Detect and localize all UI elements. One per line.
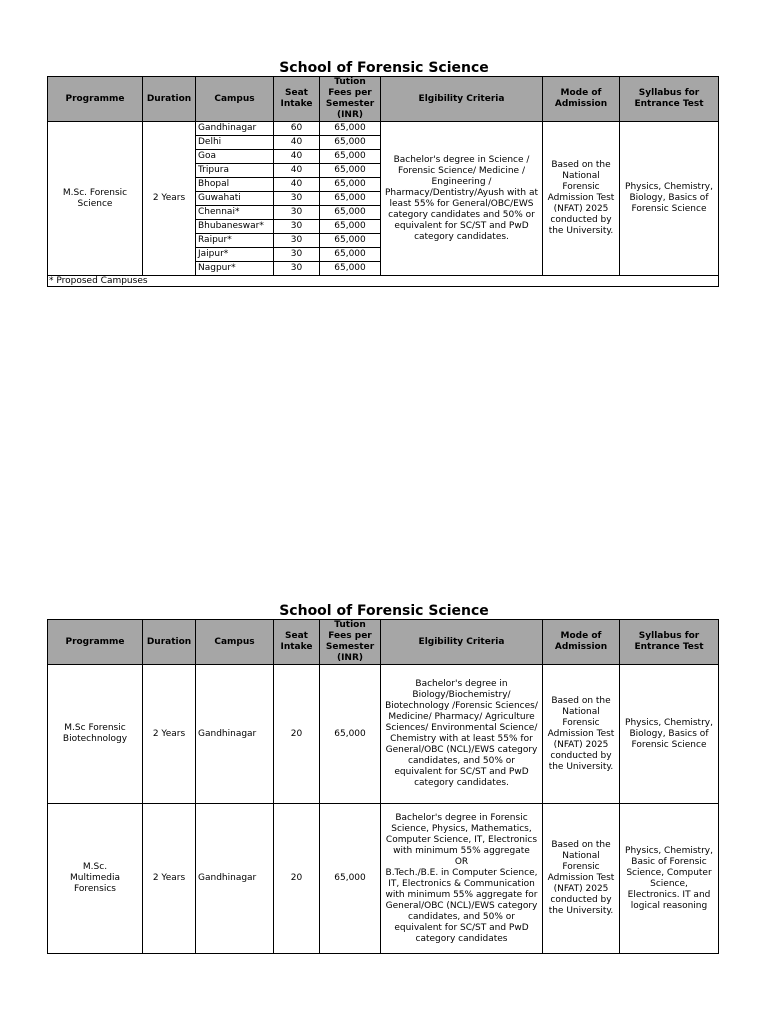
table-row (48, 804, 719, 954)
fee-cell: 65,000 (320, 206, 381, 220)
eligibility-cell (381, 804, 543, 954)
table1-title: School of Forensic Science (279, 60, 489, 76)
header-campus: Campus (196, 77, 274, 122)
header-tuition: Tution Fees per Semester (INR) (320, 77, 381, 122)
header-mode: Mode of Admission (543, 620, 620, 665)
syllabus-cell: Physics, Chemistry, Biology, Basics of Forensic Science (620, 665, 719, 804)
seat-cell: 40 (274, 150, 320, 164)
eligibility-or: OR (454, 856, 469, 867)
header-programme: Programme (48, 620, 143, 665)
seat-cell: 40 (274, 136, 320, 150)
fee-cell: 65,000 (320, 192, 381, 206)
table-row (48, 665, 719, 804)
duration-cell: 2 Years (143, 122, 196, 276)
seat-cell: 30 (274, 248, 320, 262)
duration-cell: 2 Years (143, 665, 196, 804)
fee-cell: 65,000 (320, 178, 381, 192)
header-eligibility: Elgibility Criteria (381, 77, 543, 122)
seat-cell: 20 (274, 804, 320, 954)
header-duration: Duration (143, 77, 196, 122)
eligibility-part-a: Bachelor's degree in Forensic Science, Physics, Mathematics, Computer Science, IT, Electronics with minimum 55% aggregate (385, 812, 538, 856)
seat-cell: 40 (274, 178, 320, 192)
campus-cell: Tripura (196, 164, 274, 178)
fee-cell: 65,000 (320, 122, 381, 136)
duration-cell: 2 Years (143, 804, 196, 954)
fee-cell: 65,000 (320, 248, 381, 262)
campus-cell: Gandhinagar (196, 122, 274, 136)
table2 (47, 619, 719, 954)
seat-cell: 40 (274, 164, 320, 178)
seat-cell: 30 (274, 234, 320, 248)
campus-cell: Nagpur* (196, 262, 274, 276)
campus-cell: Gandhinagar (196, 804, 274, 954)
fee-cell: 65,000 (320, 234, 381, 248)
header-campus: Campus (196, 620, 274, 665)
seat-cell: 30 (274, 192, 320, 206)
mode-cell: Based on the National Forensic Admission Test (NFAT) 2025 conducted by the University. (543, 122, 620, 276)
seat-cell: 60 (274, 122, 320, 136)
campus-cell: Raipur* (196, 234, 274, 248)
eligibility-part-b: B.Tech./B.E. in Computer Science, IT, Electronics & Communication with minimum 55% aggregate for General/OBC (NCL)/EWS category candidates, and 50% or equivalent for SC/ST and PwD category candidates (385, 867, 538, 944)
syllabus-cell: Physics, Chemistry, Basic of Forensic Science, Computer Science, Electronics. IT and logical reasoning (620, 804, 719, 954)
header-seat-intake: Seat Intake (274, 77, 320, 122)
header-duration: Duration (143, 620, 196, 665)
header-syllabus: Syllabus for Entrance Test (620, 77, 719, 122)
programme-cell: M.Sc. Forensic Science (48, 122, 143, 276)
fee-cell: 65,000 (320, 804, 381, 954)
mode-cell: Based on the National Forensic Admission Test (NFAT) 2025 conducted by the University. (543, 804, 620, 954)
fee-cell: 65,000 (320, 665, 381, 804)
seat-cell: 30 (274, 220, 320, 234)
campus-cell: Bhubaneswar* (196, 220, 274, 234)
fee-cell: 65,000 (320, 164, 381, 178)
campus-cell: Chennai* (196, 206, 274, 220)
campus-cell: Bhopal (196, 178, 274, 192)
fee-cell: 65,000 (320, 150, 381, 164)
campus-cell: Guwahati (196, 192, 274, 206)
eligibility-cell: Bachelor's degree in Science / Forensic Science/ Medicine / Engineering / Pharmacy/Dentistry/Ayush with at least 55% for General/OBC/EWS category candidates and 50% or equivalent for SC/ST and PwD category candidates. (381, 122, 543, 276)
programme-cell: M.Sc. Multimedia Forensics (48, 804, 143, 954)
seat-cell: 20 (274, 665, 320, 804)
header-seat-intake: Seat Intake (274, 620, 320, 665)
campus-cell: Goa (196, 150, 274, 164)
syllabus-cell: Physics, Chemistry, Biology, Basics of Forensic Science (620, 122, 719, 276)
campus-cell: Gandhinagar (196, 665, 274, 804)
eligibility-cell: Bachelor's degree in Biology/Biochemistry/ Biotechnology /Forensic Sciences/ Medicine/ Pharmacy/ Agriculture Sciences/ Environmental Science/ Chemistry with at least 55% for General/OBC (NCL)/EWS category candidates, and 50% or equivalent for SC/ST and PwD category candidates. (381, 665, 543, 804)
header-mode: Mode of Admission (543, 77, 620, 122)
header-eligibility: Elgibility Criteria (381, 620, 543, 665)
header-programme: Programme (48, 77, 143, 122)
fee-cell: 65,000 (320, 262, 381, 276)
table2-title: School of Forensic Science (279, 603, 489, 619)
footnote: * Proposed Campuses (48, 276, 719, 287)
fee-cell: 65,000 (320, 220, 381, 234)
fee-cell: 65,000 (320, 136, 381, 150)
mode-cell: Based on the National Forensic Admission Test (NFAT) 2025 conducted by the University. (543, 665, 620, 804)
campus-cell: Jaipur* (196, 248, 274, 262)
seat-cell: 30 (274, 262, 320, 276)
header-tuition: Tution Fees per Semester (INR) (320, 620, 381, 665)
seat-cell: 30 (274, 206, 320, 220)
table1 (47, 76, 719, 287)
header-syllabus: Syllabus for Entrance Test (620, 620, 719, 665)
programme-cell: M.Sc Forensic Biotechnology (48, 665, 143, 804)
campus-cell: Delhi (196, 136, 274, 150)
